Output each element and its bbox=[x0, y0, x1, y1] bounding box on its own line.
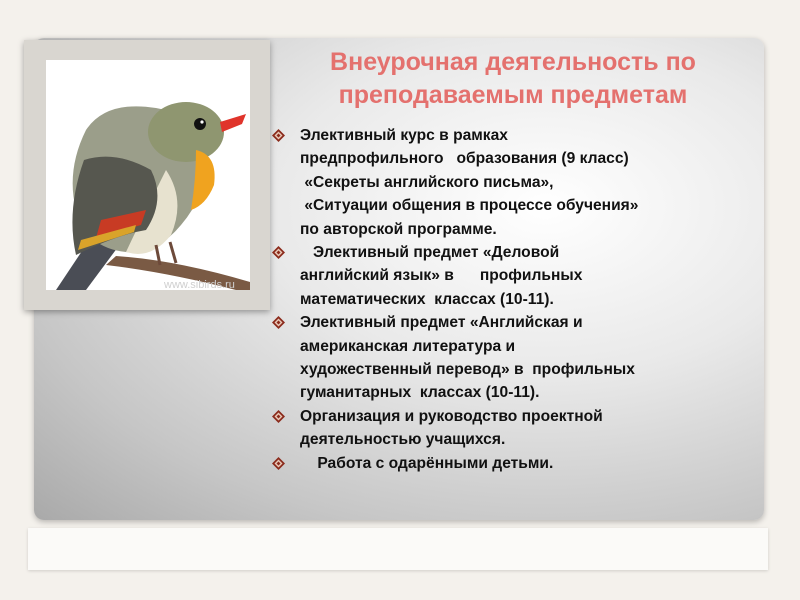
ornament-bullet-icon bbox=[272, 457, 285, 470]
bullet-list bbox=[268, 124, 750, 475]
bullet-text-line: Элективный предмет «Английская и bbox=[300, 314, 583, 332]
bullet-text-line: предпрофильного образования (9 класс) bbox=[300, 150, 629, 168]
bullet-text-line: Работа с одарёнными детьми. bbox=[300, 454, 554, 472]
eye-shape bbox=[194, 118, 206, 130]
bullet-item bbox=[268, 311, 750, 405]
ornament-bullet-icon bbox=[272, 129, 285, 142]
bird-photo bbox=[46, 60, 250, 290]
bullet-text-line: Элективный курс в рамках bbox=[300, 127, 508, 144]
ornament-bullet-icon bbox=[272, 410, 285, 423]
bullet-text-line: математических классах (10-11). bbox=[300, 290, 554, 308]
title-line-1: Внеурочная деятельность по bbox=[330, 48, 696, 76]
beak-shape bbox=[220, 114, 246, 132]
bullet-text-line: Организация и руководство проектной bbox=[300, 407, 603, 425]
bird-illustration bbox=[46, 60, 250, 290]
bullet-item bbox=[268, 452, 750, 475]
bottom-strip bbox=[28, 528, 768, 570]
bullet-text-line: английский язык» в профильных bbox=[300, 267, 583, 285]
eye-highlight bbox=[200, 120, 203, 123]
bullet-item bbox=[268, 124, 750, 241]
bullet-text-line: американская литература и bbox=[300, 337, 516, 355]
bullet-text-line: Элективный предмет «Деловой bbox=[300, 244, 560, 262]
slide-title bbox=[274, 46, 752, 112]
bullet-text-line: «Секреты английского письма», bbox=[300, 173, 554, 191]
watermark-text: www.sibirds.ru bbox=[164, 279, 235, 290]
photo-frame bbox=[24, 40, 270, 310]
bullet-text-line: художественный перевод» в профильных bbox=[300, 361, 635, 379]
head-shape bbox=[148, 102, 224, 162]
bullet-text-line: гуманитарных классах (10-11). bbox=[300, 384, 540, 402]
title-line-2: преподаваемым предметам bbox=[338, 81, 688, 109]
ornament-bullet-icon bbox=[272, 316, 285, 329]
bullet-text-line: «Ситуации общения в процессе обучения» bbox=[300, 197, 639, 215]
ornament-bullet-icon bbox=[272, 246, 285, 259]
bullet-item bbox=[268, 241, 750, 311]
bullet-text-line: деятельностью учащихся. bbox=[300, 431, 506, 449]
bullet-text-line: по авторской программе. bbox=[300, 220, 497, 238]
bullet-item bbox=[268, 405, 750, 452]
